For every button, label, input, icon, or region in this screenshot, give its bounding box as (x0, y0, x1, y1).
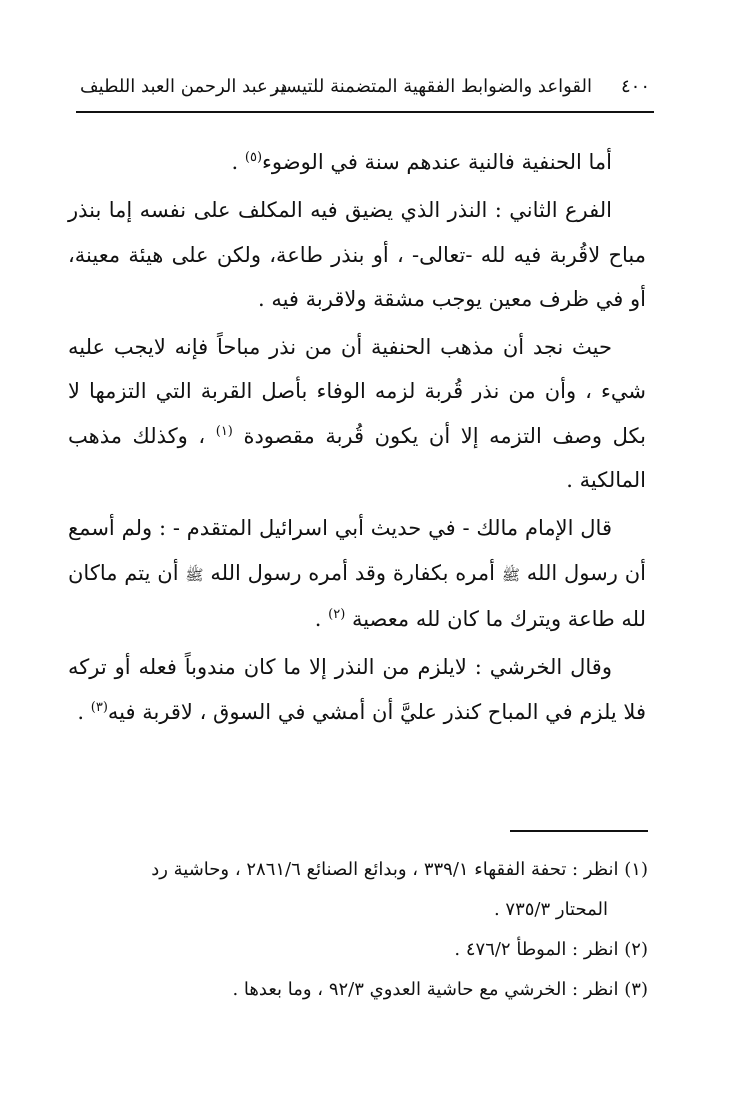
footnote-ref-2: (٢) (328, 606, 346, 622)
paragraph-3: حيث نجد أن مذهب الحنفية أن من نذر مباحاً فإنه لايجب عليه شيء ، وأن من نذر قُربة لزمه الوفاء بأصل القربة التي التزمها لا بكل وصف التزمه إلا أن يكون قُربة مقصودة $^{(١)}$ ، وكذلك مذهب المالكية . (68, 335, 646, 493)
paragraph-5: وقال الخرشي : لايلزم من النذر إلا ما كان مندوباً فعله أو تركه فلا يلزم في المباح كنذر عليَّ أن أمشي في السوق ، لاقربة فيه$^{(٣)}$ . (68, 655, 646, 724)
salutation-glyph: ﷺ (501, 565, 520, 584)
paragraph-4: قال الإمام مالك - في حديث أبي اسرائيل المتقدم - : ولم أسمع أن رسول الله ﷺ أمره بكفارة وقد أمره رسول الله ﷺ أن يتم ماكان لله طاعة ويترك ما كان لله معصية $^{(٢)}$ . (68, 516, 646, 631)
book-title: القواعد والضوابط الفقهية المتضمنة للتيسير (270, 76, 592, 97)
footnote-ref-5: (٥) (244, 150, 263, 165)
header-rule (76, 111, 654, 113)
footnotes (70, 850, 648, 1010)
footnote-rule (510, 830, 648, 832)
paragraph-1: أما الحنفية فالنية عندهم سنة في الوضوء$^{(٥)}$ . (231, 150, 612, 174)
running-header (80, 72, 650, 108)
footnote-ref-3: (٣) (90, 699, 108, 715)
main-text (68, 140, 646, 738)
page-number: ٤٠٠ (620, 76, 650, 97)
footnote-3: (٣) انظر : الخرشي مع حاشية العدوي ٩٢/٣ ، وما بعدها . (232, 979, 648, 1000)
footnote-1: (١) انظر : تحفة الفقهاء ٣٣٩/١ ، وبدائع الصنائع ٢٨٦١/٦ ، وحاشية رد (151, 859, 648, 880)
salutation-glyph: ﷺ (185, 565, 204, 584)
footnote-1-continued: المحتار ٧٣٥/٣ . (493, 899, 608, 920)
author-name: د. عبد الرحمن العبد اللطيف (80, 76, 288, 97)
footnote-ref-1: (١) (215, 423, 233, 439)
paragraph-2: الفرع الثاني : النذر الذي يضيق فيه المكلف على نفسه إما بنذر مباح لاقُربة فيه لله -تعالى- ، أو بنذر طاعة، ولكن على هيئة معينة، أو في ظرف معين يوجب مشقة ولاقربة فيه . (68, 198, 646, 311)
footnote-2: (٢) انظر : الموطأ ٤٧٦/٢ . (454, 939, 648, 960)
